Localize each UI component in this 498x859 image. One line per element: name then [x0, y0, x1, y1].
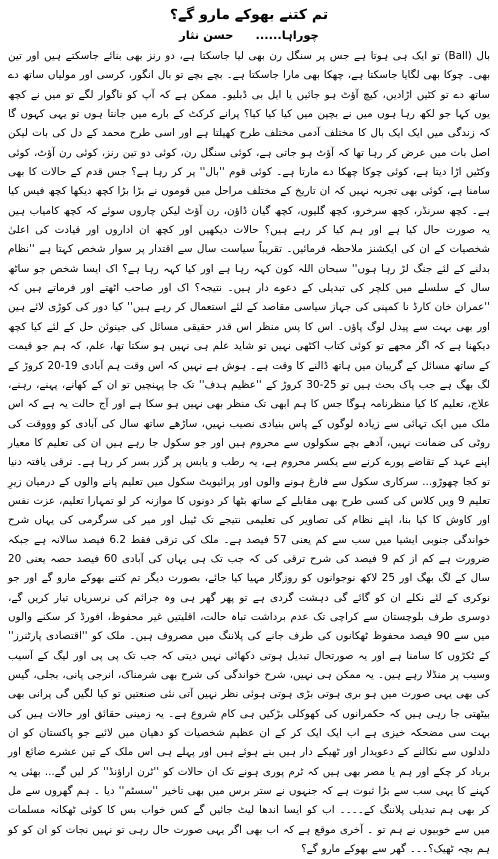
article-body: بال (Ball) تو ایک ہی ہوتا ہے جس پر سنگل رن بھی لیا جاسکتا ہے، دو رنز بھی بنائے جاسکتے ہیں اور تین بھی۔ چوکا بھی لگایا جاسکتا ہے، چھکا بھی مارا جاسکتا ہے۔ بچے بچے تو بال انگور، کرسی اور مولیاں ساتھ دے ساتھ دے تو کٹیں اڑادیں، کیچ آؤٹ ہو جائیں یا ایل بی ڈبلیو۔ ممکن ہے کہ آپ کو ناگوار لگے تو میں نے کچھ یوں کہا جو لکھ رہا ہوں میں نے بچپن میں کیا کیا کیا؟ پرانے کرکٹ کے بارے میں جانتا ہوں تو یہی کہوں گا کہ زندگی میں ایک ایک بال کا مختلف آدمی مختلف طرح کھیلتا ہے اور اسی طرح محمد کے دل کی بات لیکن اصل بات میں عرض کر رہا تھا کہ آؤٹ ہو جاتی ہے، کوئی سنگل رن، کوئی دو تین رنز، کوئی رن آؤٹ، کوئی وکٹیں اڑا دیتا ہے، کوئی چوکا چھکا دے مارتا ہے۔ کوئی قوم ''بال'' پر کر رہا ہے؟ جس قدم کے حالات کا بھی سامنا ہے، کوئی بھی تجربہ نہیں کہ ان تاریخ کے مختلف مراحل میں قوموں نے بڑا بڑا کچھ دیکھا کچھ فیس کیا ہے۔ کچھ سرنڈر، کچھ سرخرو، کچھ گلیوں، کچھ گیان ڈاؤن، رن آؤٹ لیکن چاروں سوئے کہ کچھ کامیاب ہیں یہ صورت حال کیا ہے اور ہم کیا کر رہے ہیں؟ حالات دیکھیں اور کچھ ان اداروں اور قیادت کی اعلیٰ شخصیات کے ان کی ایکشنز ملاحظہ فرمائیں۔ تقریباً سیاست سال سے اقتدار پر سوار شخص کہتا ہے ''نظام بدلنے کے لئے جنگ لڑ رہا ہوں'' سبحان اللہ کون کہہ رہا ہے اور کیا کہہ رہا ہے؟ اک ایسا شخص جو ساٹھ سال کے سلسلے میں کلچر کی تبدیلی کے دعوے دار ہیں۔ نتیجہ؟ اک اور صاحب اٹھتے اور فرماتے ہیں کہ ''عمران خان کارڈ نا کمپنی کی جہاز سیاسی مقاصد کے لئے استعمال کر رہے ہیں'' کیا دور کی کوڑی لائے ہیں اور بھی بہت سے پیدل لوگ پاؤں۔ اس کا پس منظر اس قدر حقیقی مسائل کی جینوئن حل کے لئے کیا کچھ دیکھنا ہے کہ اگر مجھے تو کوئی کتاب اکٹھی نہیں تو شاید علم ہی نہیں ہو سکتا تھا، علم، کہ ہم جو قیمت کے ساتھ مسائل کے گریبان میں ہاتھ ڈالنے کا وقت ہے۔ ہوش ہے نہیں کہ اس وقت ہم آبادی 19-20 کروڑ کے لگ بھگ ہے جب پاک بحث ہیں تو 25-30 کروڑ کے ''عظیم ہدف'' تک جا پہنچیں تو ان کے کھانے، پہنے، رہنے، علاج، تعلیم کا کیا منظرنامہ ہوگا جس کا ہم ابھی تک منظر بھی نہیں ہو سکا ہے اور آج حالت یہ ہے کہ اس ملک میں ایک تہائی سے زیادہ لوگوں کے پاس بنیادی نصیب نہیں، ساڑھے ساتھ سال کی آبادی کو وووقت کی روٹی کی ضمانت نہیں، آدھے بچے سکولوں سے محروم ہیں اور جو سکول جا رہے ہیں ان کی تعلیم کا معیار اپنے عہد کے تقاضے پورے کرنے سے یکسر محروم ہے، یہ رطب و یابس پر گزر بسر کر رہا ہے۔ ترقی یافتہ دنیا تو کجا چھوڑو... سرکاری سکول سے فارغ ہونے والوں اور پرائیویٹ سکول میں تعلیم پانے والوں کے درمیان زیرِ تعلیم 9 ویں کلاس کی کسی طرح بھی مقابلے کے ساتھ بٹھا کر دونوں کا موازنہ کر لو تمہارا تعلیم، عزت نفس اور کاوش کا کیا بنا، اپنے نظام کی تصاویر کی تعلیمی نتیجے تک ٹیبل اور میر کی سرگرمی کی یہاں شرح خواندگی جنوبی ایشیا میں سب سے کم یعنی 57 فیصد ہے۔ ملک کی ترقی فقط 6.2 فیصد سالانہ ہے جبکہ ضرورت ہے کم از کم 9 فیصد کی شرح ترقی کی کہ جب تک ہی یہاں کی آبادی 60 فیصد حصہ یعنی 20 سال کے لگ بھگ اور 25 لاکھ نوجوانوں کو روزگار مہیا کیا جائے، بصورت دیگر تم کتنے بھوکے مارو گے اور جو نوکری کے لئے نکلے ان کو گائے گی دہشت گردی ہے تو پھر گھر ہی وہ جرائم کی نرسریاں تیار کریں گے، دوسری طرف بلوچستان سے کراچی تک عدم برداشت تباہ حالت، اقلیتیں غیر محفوظ، افورڈ کر سکنے والوں میں سے 90 فیصد محفوظ ٹھکانوں کی طرف جانے کی پلاننگ میں مصروف ہیں۔ ملک کو ''اقتصادی پارٹنرز'' کے ٹکڑوں کا سامنا ہے اور یہ صورتحال تبدیل ہوتی دکھائی نہیں دیتی کہ جب تک پی پی اور لیگ کے آسیب وسیب پر منڈلا رہے ہیں۔ یہ ممکن ہی نہیں، شرح خواندگی کی شرح بھی شرمناک، انرجی پانی، بجلی، گیس کی بھی یہی صورت میں ہو بری ہوتی بڑی ہوتی ہوئی نظر نہیں آتی نئی صنعتیں تو کیا لگیں گی پرانی بھی بیٹھتی جا رہی ہیں کہ حکمرانوں کی کھوکلی بڑکیں ہی کام شروع ہے۔ یہ زمینی حقائق اور حالات ہیں کی بہت سی مضحکہ خیزی ہے اب ایک ایک کر کے ان عظیم شخصیات کو دھیان میں لائیے جو پاکستان کو ان دلدلوں سے نکالنے کے دعویدار اور ٹھیکے دار ہیں بنے ہوئے ہیں اور پہلے ہی اس ملک کے تین عشرے ضائع اور برباد کر چکے اور ہم یا مصر بھی ہیں کہ ٹرم پوری ہونے تک ان حالات کو ''ٹرن اراؤنڈ'' کر لیں گے... بھئی یہ کہنے کا یہی سب سے بڑا ثبوت ہے کہ جنہوں نے ستر برس میں بھی تاخیر ''سسٹم'' دیا ۔ ہم گھروں سے مل کر بھی ہم تبدیلی پلاننگ کے۔۔۔۔ اب کو ایسا اندھا لیٹ جائیں گے کس خواب بس کا کوئی ٹھکانہ مسلمات میں سے خوبیوں نے ہم تو ۔ آخری موقع ہے کہ اب بھی اگر یہی صورت حال رہی تو نہیں نجات کو ان کو کو ہم بچہ ٹھیک؟۔۔۔ گھر سے بھوکے مارو گے؟ — [8, 50, 491, 856]
column-name: چوراہا...... — [255, 28, 319, 42]
article-title: تم کتنے بھوکے مارو گے؟ — [169, 7, 329, 23]
author-name: حسن نثار — [179, 28, 234, 42]
byline — [8, 28, 490, 43]
